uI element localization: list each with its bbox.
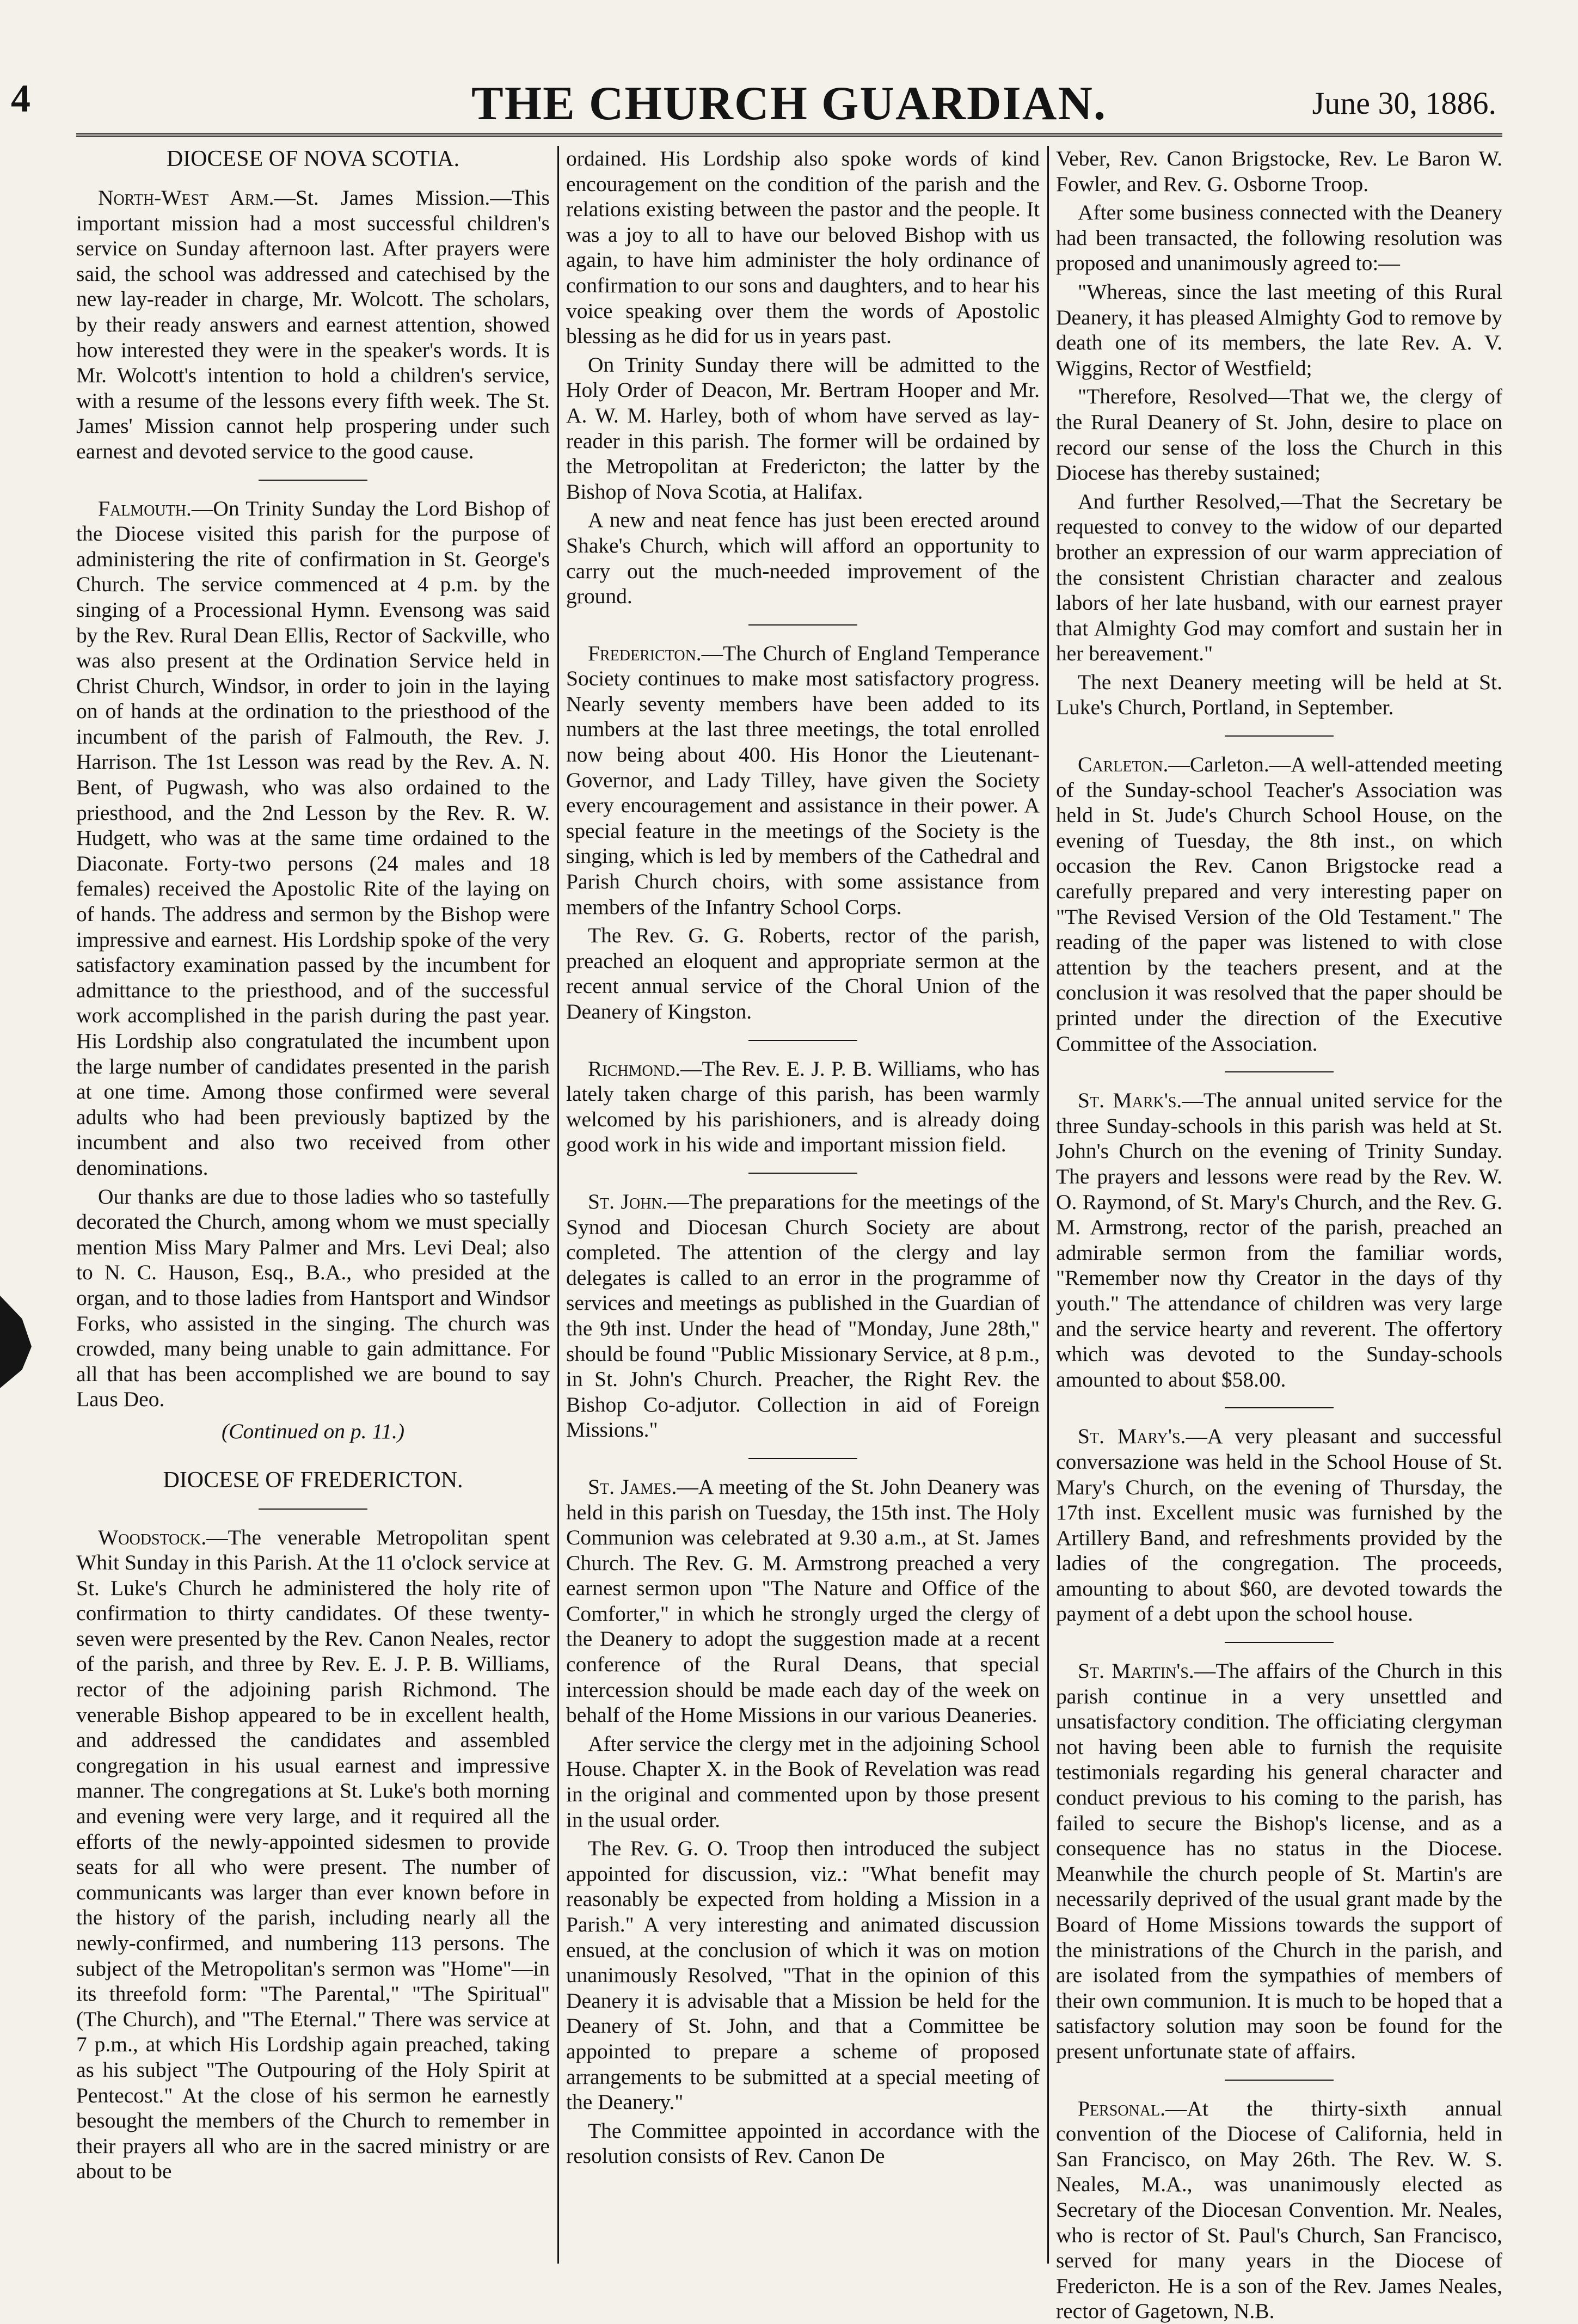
article-body: At the thirty-sixth annual convention of the Diocese of California, held in San Francisco, on May 26th. The Rev. W. S. Neales, M.A., was unanimously elected as Secretary of the Diocesan Convention. Mr. Neales, who is rector of St. Paul's Church, San Francisco, served for many years in the Diocese of Fredericton. He is a son of the Rev. James Neales, rector of Gagetown, N.B. — [1056, 2096, 1502, 2323]
newspaper-title: THE CHURCH GUARDIAN. — [471, 77, 1107, 130]
article-body: A meeting of the St. John Deanery was held in this parish on Tuesday, the 15th inst. The Holy Communion was celebrated at 9.30 a.m., at St. James Church. The Rev. G. M. Armstrong preached a very earnest sermon upon "The Nature and Office of the Comforter," in which he strongly urged the clergy of the Deanery to adopt the suggestion made at a recent conference of the Rural Deans, that special intercession should be made each day of the week on behalf of the Home Missions in our various Deaneries. — [566, 1474, 1040, 1727]
article-lead: St. Martin's.— — [1078, 1659, 1216, 1683]
article-paragraph: After service the clergy met in the adjoining School House. Chapter X. in the Book of Revelation was read in the original and commented upon by those present in the usual order. — [566, 1731, 1040, 1832]
article-paragraph: The Committee appointed in accordance with the resolution consists of Rev. Canon De — [566, 2118, 1040, 2168]
article-paragraph: On Trinity Sunday there will be admitted to the Holy Order of Deacon, Mr. Bertram Hooper and Mr. A. W. M. Harley, both of whom have served as lay-reader in this parish. The former will be ordained by the Metropolitan at Fredericton; the latter by the Bishop of Nova Scotia, at Halifax. — [566, 352, 1040, 504]
article-body: The annual united service for the three Sunday-schools in this parish was held at St. John's Church on the evening of Trinity Sunday. The prayers and lessons were read by the Rev. W. O. Raymond, of St. Mary's Church, and the Rev. G. M. Armstrong, rector of the parish, preached an admirable sermon from the familiar words, "Remember now thy Creator in the days of thy youth." The attendance of children was very large and the service hearty and reverent. The offertory which was devoted to the Sunday-schools amounted to about $58.00. — [1056, 1088, 1503, 1391]
ink-blot — [0, 1296, 32, 1388]
article-body: Carleton.—A well-attended meeting of the Sunday-school Teacher's Association was held in St. Jude's Church School House, on the evening of Tuesday, the 8th inst., on which occasion the Rev. Canon Brigstocke read a carefully prepared and very interesting paper on "The Revised Version of the Old Testament." The reading of the paper was listened to with close attention by the teachers present, and at the conclusion it was resolved that the paper should be printed under the direction of the Executive Committee of the Association. — [1056, 752, 1502, 1056]
column-1 — [76, 146, 550, 2264]
divider — [1225, 1642, 1334, 1643]
article-body: The affairs of the Church in this parish continue in a very unsettled and unsatisfactory condition. The officiating clergyman not having been able to furnish the requisite testimonials regarding his general character and conduct previous to his coming to the parish, has failed to secure the Bishop's license, and as a consequence has no status in the Diocese. Meanwhile the church people of St. Martin's are necessarily deprived of the usual grant made by the Board of Home Missions towards the support of the ministrations of the Church in the parish, and are isolated from the sympathies of members of their own communion. It is much to be hoped that a satisfactory solution may soon be found for the present unfortunate state of affairs. — [1056, 1659, 1502, 2063]
article-paragraph: The next Deanery meeting will be held at St. Luke's Church, Portland, in September. — [1056, 670, 1502, 720]
article-body: On Trinity Sunday the Lord Bishop of the Diocese visited this parish for the purpose of administering the rite of confirmation in St. George's Church. The service commenced at 4 p.m. by the singing of a Processional Hymn. Evensong was said by the Rev. Rural Dean Ellis, Rector of Sackville, who was also present at the Ordination Service held in Christ Church, Windsor, in order to join in the laying on of hands at the ordination to the priesthood of the incumbent of the parish of Falmouth, the Rev. J. Harrison. The 1st Lesson was read by the Rev. A. N. Bent, of Pugwash, who was also ordained to the priesthood, and the 2nd Lesson by the Rev. R. W. Hudgett, who was at the same time ordained to the Diaconate. Forty-two persons (24 males and 18 females) received the Apostolic Rite of the laying on of hands. The address and sermon by the Bishop were impressive and earnest. His Lordship spoke of the very satisfactory examination passed by the incumbent for admittance to the priesthood, and of the successful work accomplished in the parish during the past year. His Lordship also congratulated the incumbent upon the large number of candidates presented in the parish at one time. Among those confirmed were several adults who had been previously baptized by the incumbent and also two received from other denominations. — [76, 496, 550, 1180]
article-woodstock — [76, 1525, 550, 2184]
article-paragraph: "Whereas, since the last meeting of this Rural Deanery, it has pleased Almighty God to remove by death one of its members, the late Rev. A. V. Wiggins, Rector of Westfield; — [1056, 279, 1502, 380]
article-lead: Falmouth.— — [98, 496, 213, 520]
divider — [1225, 1407, 1334, 1408]
column-2 — [566, 146, 1040, 2264]
divider — [748, 624, 857, 626]
article-paragraph: Veber, Rev. Canon Brigstocke, Rev. Le Baron W. Fowler, and Rev. G. Osborne Troop. — [1056, 146, 1502, 196]
divider — [259, 480, 367, 481]
article-body: The Rev. E. J. P. B. Williams, who has lately taken charge of this parish, has been warmly welcomed by his parishioners, and is already doing good work in his wide and important mission field. — [566, 1056, 1040, 1157]
column-divider — [557, 146, 559, 2264]
article-body: The venerable Metropolitan spent Whit Sunday in this Parish. At the 11 o'clock service at St. Luke's Church he administered the holy rite of confirmation to thirty candidates. Of these twenty-seven were presented by the Rev. Canon Neales, rector of the parish, and three by Rev. E. J. P. B. Williams, rector of the adjoining parish Richmond. The venerable Bishop appeared to be in excellent health, and addressed the candidates and assembled congregation in his usual earnest and impressive manner. The congregations at St. Luke's both morning and evening were very large, and it required all the efforts of the newly-appointed sidesmen to provide seats for all who were present. The number of communicants was larger than ever known before in the history of the parish, including nearly all the newly-confirmed, and numbering 113 persons. The subject of the Metropolitan's sermon was "Home"—in its threefold form: "The Parental," "The Spiritual" (The Church), and "The Eternal." There was service at 7 p.m., at which His Lordship again preached, taking as his subject "The Outpouring of the Holy Spirit at Pentecost." At the close of his sermon he earnestly besought the members of the Church to remember in their prayers all who are in the sacred ministry or are about to be — [76, 1525, 550, 2184]
article-carleton — [1056, 752, 1502, 1056]
article-body: The preparations for the meetings of the Synod and Diocesan Church Society are about completed. The attention of the clergy and lay delegates is called to an error in the programme of services and meetings as published in the Guardian of the 9th inst. Under the head of "Monday, June 28th," should be found "Public Missionary Service, at 8 p.m., in St. John's Church. Preacher, the Right Rev. the Bishop Co-adjutor. Collection in aid of Foreign Missions." — [566, 1189, 1040, 1442]
section-heading-fredericton: DIOCESE OF FREDERICTON. — [163, 1467, 463, 1493]
article-richmond — [566, 1056, 1040, 1157]
column-3 — [1056, 146, 1503, 2323]
article-paragraph: The Rev. G. O. Troop then introduced the subject appointed for discussion, viz.: "What benefit may reasonably be expected from holding a Mission in a Parish." A very interesting and animated discussion ensued, at the conclusion of which it was on motion unanimously Resolved, "That in the opinion of this Deanery it is advisable that a Mission be held for the Deanery of St. John, and that a Committee be appointed to prepare a scheme of proposed arrangements to be submitted at a special meeting of the Deanery." — [566, 1836, 1040, 2114]
article-st-james — [566, 1474, 1040, 1728]
article-body: The Church of England Temperance Society continues to make most satisfactory progress. Nearly seventy members have been added to its numbers at the last three meetings, the total enrolled now being about 400. His Honor the Lieutenant-Governor, and Lady Tilley, have given the Society every encouragement and assistance in their power. A special feature in the meetings of the Society is the singing, which is led by members of the Cathedral and Parish Church choirs, with some assistance from members of the Infantry School Corps. — [566, 641, 1040, 919]
issue-date: June 30, 1886. — [1312, 85, 1496, 121]
article-lead: North-West Arm.— — [98, 186, 296, 210]
divider — [1225, 735, 1334, 737]
column-divider — [1047, 146, 1049, 2264]
article-paragraph: The Rev. G. G. Roberts, rector of the parish, preached an eloquent and appropriate sermon at the recent annual service of the Choral Union of the Deanery of Kingston. — [566, 923, 1040, 1023]
section-heading-nova-scotia: DIOCESE OF NOVA SCOTIA. — [166, 146, 460, 171]
article-personal — [1056, 2096, 1502, 2324]
article-paragraph: Our thanks are due to those ladies who so tastefully decorated the Church, among whom we must specially mention Miss Mary Palmer and Mrs. Levi Deal; also to N. C. Hauson, Esq., B.A., who presided at the organ, and to those ladies from Hantsport and Windsor Forks, who assisted in the singing. The church was crowded, many being unable to gain admittance. For all that has been accomplished we are bound to say Laus Deo. — [76, 1184, 550, 1412]
article-lead: Woodstock.— — [98, 1525, 228, 1549]
article-body: St. James Mission.—This important mission had a most successful children's service on Sunday afternoon last. After prayers were said, the school was addressed and catechised by the new lay-reader in charge, Mr. Wolcott. The scholars, by their ready answers and earnest attention, showed how interested they were in the speaker's words. It is Mr. Wolcott's intention to hold a children's service, with a resume of the lessons every fifth week. The St. James' Mission cannot help prospering under such earnest and devoted service to the good cause. — [76, 186, 550, 463]
article-lead: Richmond.— — [588, 1056, 702, 1081]
article-lead: St. James.— — [588, 1474, 698, 1499]
page-number: 4 — [11, 77, 30, 120]
divider — [259, 1509, 367, 1510]
article-lead: St. Mark's.— — [1078, 1088, 1204, 1113]
masthead-rule — [76, 133, 1502, 137]
divider — [748, 1040, 857, 1041]
continued-note: (Continued on p. 11.) — [221, 1419, 405, 1443]
article-lead: Fredericton.— — [588, 641, 723, 665]
article-paragraph: ordained. His Lordship also spoke words of kind encouragement on the condition of the parish and the relations existing between the pastor and the people. It was a joy to all to have our beloved Bishop with us again, to have him administer the holy ordinance of confirmation to our sons and daughters, and to hear his voice speaking over them the words of Apostolic blessing as he did for us in years past. — [566, 146, 1040, 348]
divider — [1225, 2080, 1334, 2081]
article-lead: St. John.— — [588, 1189, 689, 1213]
masthead — [0, 76, 1578, 136]
article-st-marys — [1056, 1424, 1502, 1627]
article-st-marks — [1056, 1088, 1502, 1392]
divider — [1225, 1071, 1334, 1072]
article-paragraph: A new and neat fence has just been erected around Shake's Church, which will afford an opportunity to carry out the much-needed improvement of the ground. — [566, 508, 1040, 609]
divider — [748, 1173, 857, 1174]
article-st-martins — [1056, 1658, 1502, 2064]
article-fredericton — [566, 641, 1040, 920]
article-lead: Carleton.— — [1078, 752, 1190, 777]
divider — [748, 1458, 857, 1459]
article-north-west-arm — [76, 185, 550, 464]
article-st-john — [566, 1189, 1040, 1443]
article-lead: St. Mary's.— — [1078, 1424, 1207, 1449]
article-body: A very pleasant and successful conversazione was held in the School House of St. Mary's Church, on the evening of Thursday, the 17th inst. Excellent music was furnished by the Artillery Band, and refreshments provided by the ladies of the congregation. The proceeds, amounting to about $60, are devoted towards the payment of a debt upon the school house. — [1056, 1424, 1502, 1626]
article-paragraph: "Therefore, Resolved—That we, the clergy of the Rural Deanery of St. John, desire to place on record our sense of the loss the Church in this Diocese has thereby sustained; — [1056, 384, 1502, 485]
article-lead: Personal.— — [1078, 2096, 1187, 2120]
article-paragraph: After some business connected with the Deanery had been transacted, the following resolution was proposed and unanimously agreed to:— — [1056, 200, 1502, 275]
article-paragraph: And further Resolved,—That the Secretary be requested to convey to the widow of our departed brother an expression of our warm appreciation of the consistent Christian character and zealous labors of her late husband, with our earnest prayer that Almighty God may comfort and sustain her in her bereavement." — [1056, 489, 1502, 666]
article-falmouth — [76, 496, 550, 1181]
